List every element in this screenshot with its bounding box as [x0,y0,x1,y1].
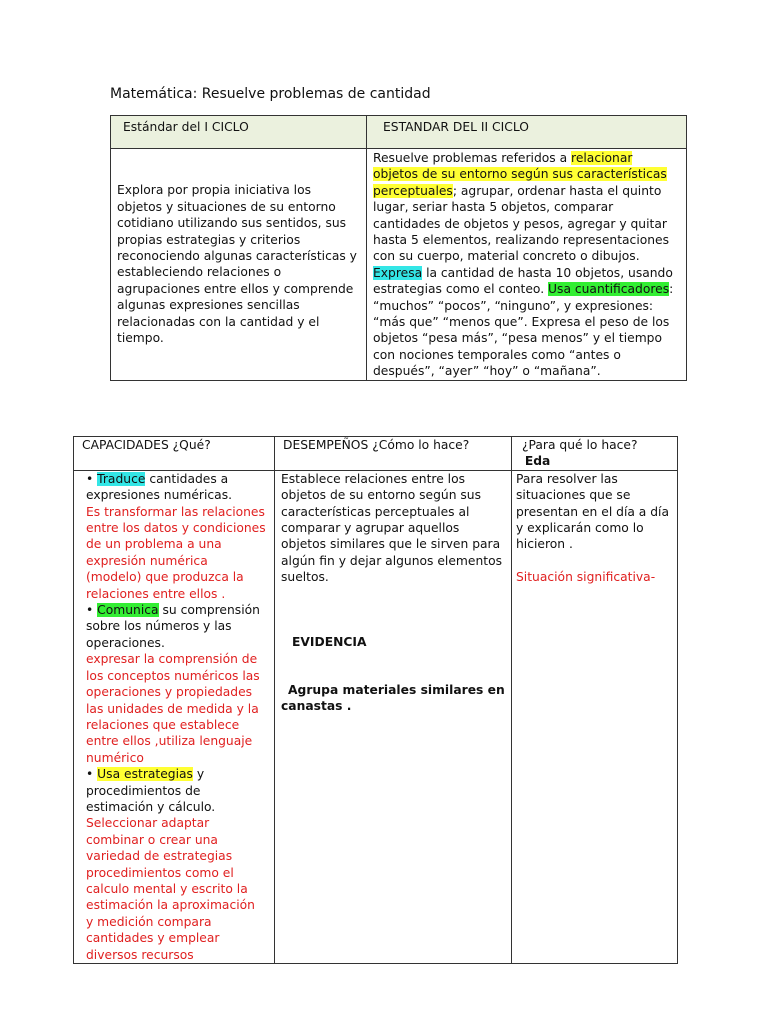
header-desempenos-label: DESEMPEÑOS ¿Cómo lo hace? [283,438,470,452]
highlight-expresa: Expresa [373,265,423,280]
standard-ciclo-1-text: Explora por propia iniciativa los objetos y situaciones de su entorno cotidiano utilizando sus sentidos, sus propias estrategias y criterios reconociendo algunas características y estableciendo relaciones o agrupaciones entre ellos y comprende algunas expresiones sencillas relacionadas con la cantidad y el tiempo. [117,183,357,345]
capacidades-body-row [74,470,678,963]
document-title: Matemática: Resuelve problemas de cantidad [110,86,431,102]
capacidades-list [74,471,274,963]
capacidad-item-comunica [80,602,270,766]
capacidades-header-row [74,437,678,471]
capacidad-detail: Es transformar las relaciones entre los datos y condiciones de un problema a una expresión numérica (modelo) que produzca la relaciones entre ellos . [86,504,266,601]
highlight-comunica: Comunica [97,603,159,618]
evidencia-text: Agrupa materiales similares en canastas . [281,683,505,714]
bullet: • [86,603,98,618]
standard-ciclo-1-cell [111,149,367,381]
standard-ciclo-2-cell [367,149,687,381]
standard-text-part: Resuelve problemas referidos a [373,151,572,165]
para-que-text: Para resolver las situaciones que se presentan en el día a día y explicarán como lo hicieron . [516,471,670,552]
header-cell-ciclo-2 [367,116,687,149]
standards-body-row [111,149,687,381]
highlight-usa-cuantificadores: Usa cuantificadores [548,282,670,297]
capacidad-detail: Seleccionar adaptar combinar o crear una variedad de estrategias procedimientos como el calculo mental y escrito la estimación la aproximación y medición compara cantidades y emplear diversos recursos [86,816,255,962]
standard-text-part: ; agrupar, ordenar hasta el quinto lugar, seriar hasta 5 objetos, comparar cantidades de objetos y pesos, agregar y quitar hasta 5 elementos, realizando representaciones con su cuerpo, material concreto o dibujos. [373,183,670,264]
standards-table [110,115,687,381]
highlight-usa-estrategias: Usa estrategias [97,767,193,782]
standard-text-part: : “muchos” “pocos”, “ninguno”, y expresiones: “más que” “menos que”. Expresa el peso de los objetos “pesa más”, “pesa menos” y el tiempo con nociones temporales como “antes o después”, “ayer” “hoy” o “mañana”. [373,282,674,379]
header-cell-ciclo-1 [111,116,367,149]
desempenos-cell [275,470,512,963]
highlight-relacionar: relacionar objetos de su entorno según sus características perceptuales [373,151,667,198]
header-desempenos [275,437,512,471]
standard-ciclo-2-text [367,149,686,380]
header-para-que-text: ¿Para qué lo hace? [522,438,638,452]
bullet: • [86,471,98,486]
header-capacidades-label: CAPACIDADES ¿Qué? [82,438,211,452]
header-para-que-extra: Eda [524,454,551,469]
capacidad-text: su comprensión sobre los números y las operaciones. [86,603,260,650]
capacidad-item-usa-estrategias [80,766,270,963]
header-ciclo-1-label: Estándar del I CICLO [123,120,249,134]
desempeno-text: Establece relaciones entre los objetos de su entorno según sus características perceptuales al comparar y agrupar aquellos objetos similares que le sirven para algún fin y dejar algunos elementos sueltos. [281,471,502,585]
capacidades-table [73,436,678,964]
header-ciclo-2-label: ESTANDAR DEL II CICLO [383,120,529,134]
standard-text-part: la cantidad de hasta 10 objetos, usando estrategias como el conteo. [373,265,673,297]
evidencia-label: EVIDENCIA [292,634,367,649]
header-para-que-label [512,437,677,470]
para-que-content [512,471,677,585]
capacidad-text: y procedimientos de estimación y cálculo. [86,767,216,814]
para-que-cell [512,470,678,963]
capacidad-item-traduce [80,471,270,602]
highlight-traduce: Traduce [97,471,146,486]
capacidades-cell [74,470,275,963]
capacidad-detail: expresar la comprensión de los conceptos numéricos las operaciones y propiedades las unidades de medida y la relaciones que establece entre ellos ,utiliza lenguaje numérico [86,652,260,765]
situacion-significativa: Situación significativa- [516,569,656,584]
header-para-que [512,437,678,471]
header-capacidades [74,437,275,471]
desempenos-content [275,471,511,715]
capacidad-text: cantidades a expresiones numéricas. [86,471,233,503]
bullet: • [86,767,98,782]
standards-header-row [111,116,687,149]
